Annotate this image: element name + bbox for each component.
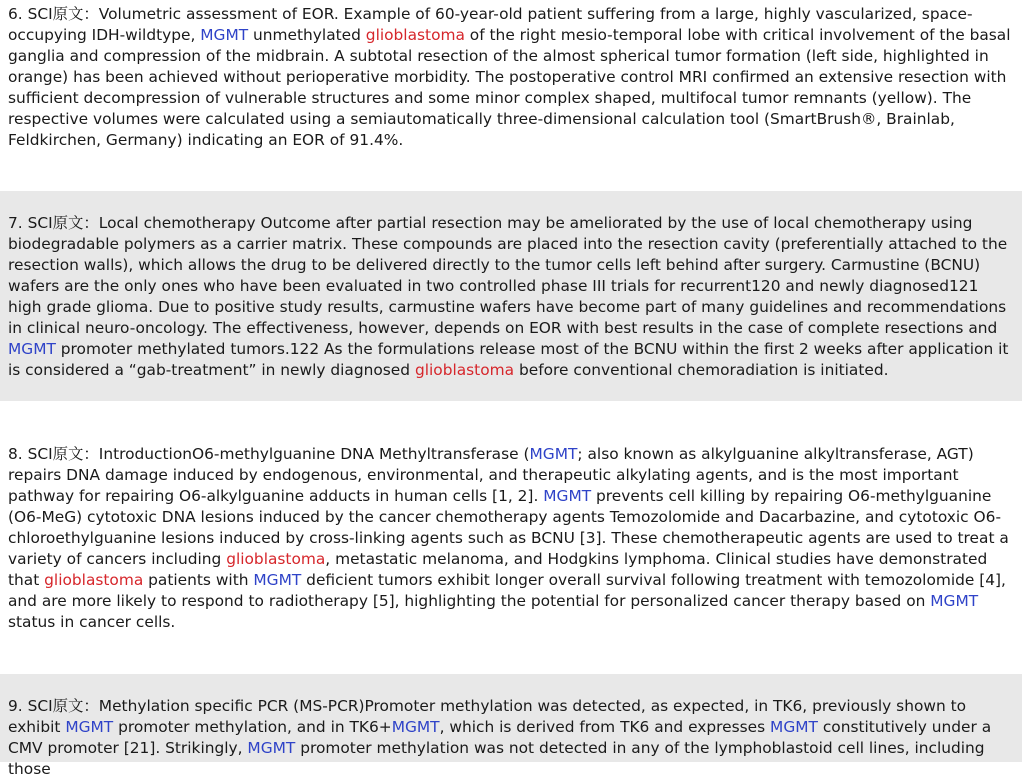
mgmt-term: MGMT <box>200 26 249 44</box>
text-segment: constitutively under a CMV promoter [21]. Strikingly, <box>8 718 992 757</box>
text-segment: status in cancer cells. <box>8 613 176 631</box>
paragraph-6 <box>8 4 1014 151</box>
text-segment: before conventional chemoradiation is initiated. <box>514 361 889 379</box>
text-segment: promoter methylation was not detected in any of the lymphoblastoid cell lines, including those <box>8 739 985 778</box>
text-segment: 8. SCI原文：IntroductionO6-methylguanine DNA Methyltransferase ( <box>8 445 530 463</box>
paragraph-7 <box>8 213 1014 381</box>
text-segment: , which is derived from TK6 and expresses <box>439 718 771 736</box>
mgmt-term: MGMT <box>65 718 114 736</box>
text-segment: prevents cell killing by repairing O6-methylguanine (O6-MeG) cytotoxic DNA lesions induced by the cancer chemotherapy agents Temozolomide and Dacarbazine, and cytotoxic O6-chloroethylguanine lesions induced by cross-linking agents such as BCNU [3]. These chemotherapeutic agents are used to treat a variety of cancers including <box>8 487 1009 568</box>
text-segment: of the right mesio-temporal lobe with critical involvement of the basal ganglia and compression of the midbrain. A subtotal resection of the almost spherical tumor formation (left side, highlighted in orange) has been achieved without perioperative morbidity. The postoperative control MRI confirmed an extensive resection with sufficient decompression of vulnerable structures and some minor complex shaped, multifocal tumor remnants (yellow). The respective volumes were calculated using a semiautomatically three-dimensional calculation tool (SmartBrush®, Brainlab, Feldkirchen, Germany) indicating an EOR of 91.4%. <box>8 26 1011 149</box>
mgmt-term: MGMT <box>543 487 592 505</box>
paragraph-8 <box>8 444 1014 633</box>
text-segment: unmethylated <box>248 26 366 44</box>
paragraph-9 <box>8 696 1014 780</box>
mgmt-term: MGMT <box>8 340 56 358</box>
mgmt-term: MGMT <box>529 445 578 463</box>
glioblastoma-term: glioblastoma <box>414 361 515 379</box>
mgmt-term: MGMT <box>391 718 440 736</box>
text-segment: promoter methylation, and in TK6+ <box>113 718 392 736</box>
glioblastoma-term: glioblastoma <box>365 26 465 44</box>
mgmt-term: MGMT <box>253 571 302 589</box>
paragraph-9-block <box>0 674 1022 778</box>
text-segment: 6. SCI原文：Volumetric assessment of EOR. Example of 60-year-old patient suffering from a large, highly vascularized, space-occupying IDH-wildtype, <box>8 5 973 44</box>
paragraph-8-block <box>0 444 1022 633</box>
text-segment: 9. SCI原文：Methylation specific PCR (MS-PCR)Promoter methylation was detected, as expected, in TK6, previously shown to exhibit <box>8 697 967 736</box>
text-segment: promoter methylated tumors.122 As the formulations release most of the BCNU within the first 2 weeks after application it is considered a “gab-treatment” in newly diagnosed <box>8 340 1009 379</box>
paragraph-6-block <box>0 4 1022 151</box>
paragraph-7-block <box>0 191 1022 401</box>
text-segment: 7. SCI原文：Local chemotherapy Outcome after partial resection may be ameliorated by the use of local chemotherapy using biodegradable polymers as a carrier matrix. These compounds are placed into the resection cavity (preferentially attached to the resection walls), which allows the drug to be delivered directly to the tumor cells left behind after surgery. Carmustine (BCNU) wafers are the only ones who have been evaluated in two controlled phase III trials for recurrent120 and newly diagnosed121 high grade glioma. Due to positive study results, carmustine wafers have become part of many guidelines and recommendations in clinical neuro-oncology. The effectiveness, however, depends on EOR with best results in the case of complete resections and <box>8 214 1008 337</box>
text-segment: , metastatic melanoma, and Hodgkins lymphoma. Clinical studies have demonstrated that <box>8 550 988 589</box>
text-segment: patients with <box>143 571 254 589</box>
mgmt-term: MGMT <box>770 718 818 736</box>
glioblastoma-term: glioblastoma <box>226 550 326 568</box>
glioblastoma-term: glioblastoma <box>44 571 144 589</box>
text-segment: ; also known as alkylguanine alkyltransferase, AGT) repairs DNA damage induced by endogenous, environmental, and therapeutic alkylating agents, and is the most important pathway for repairing O6-alkylguanine adducts in human cells [1, 2]. <box>8 445 974 505</box>
text-segment: deficient tumors exhibit longer overall survival following treatment with temozolomide [4], and are more likely to respond to radiotherapy [5], highlighting the potential for personalized cancer therapy based on <box>8 571 1006 610</box>
mgmt-term: MGMT <box>930 592 979 610</box>
mgmt-term: MGMT <box>247 739 296 757</box>
